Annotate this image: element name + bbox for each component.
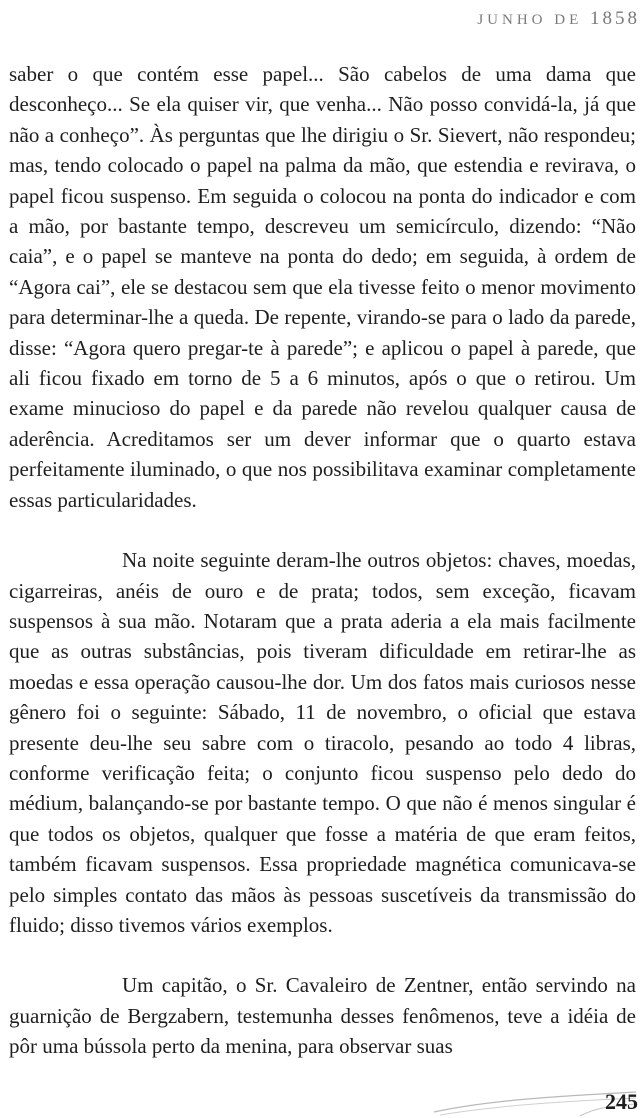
running-head (477, 8, 640, 30)
paragraph-2: Na noite seguinte deram-lhe outros objetos: chaves, moedas, cigarreiras, anéis de ouro e de prata; todos, sem exceção, ficavam suspensos à sua mão. Notaram que a prata aderia a ela mais facilmente que as outras substâncias, pois tiveram dificuldade em retirar-lhe as moedas e essa operação causou-lhe dor. Um dos fatos mais curiosos nesse gênero foi o seguinte: Sábado, 11 de novembro, o oficial que estava presente deu-lhe seu sabre com o tiracolo, pesando ao todo 4 libras, conforme verificação feita; o conjunto ficou suspenso pelo dedo do médium, balançando-se por bastante tempo. O que não é menos singular é que todos os objetos, qualquer que fosse a matéria de que eram feitos, também ficavam suspensos. Essa propriedade magnética comunicava-se pelo simples contato das mãos às pessoas suscetíveis da transmissão do fluido; disso tivemos vários exemplos. (9, 548, 636, 937)
paragraph-gap (9, 515, 636, 545)
running-head-year: 1858 (590, 8, 640, 29)
running-head-month: JUNHO DE (477, 12, 583, 28)
paragraph-1: saber o que contém esse papel... São cabelos de uma dama que desconheço... Se ela quiser vir, que venha... Não posso convidá-la, já que não a conheço”. Às perguntas que lhe dirigiu o Sr. Sievert, não respondeu; mas, tendo colocado o papel na palma da mão, que estendia e revirava, o papel ficou suspenso. Em seguida o colocou na ponta do indicador e com a mão, por bastante tempo, descreveu um semicírculo, dizendo: “Não caia”, e o papel se manteve na ponta do dedo; em seguida, à ordem de “Agora cai”, ele se destacou sem que ela tivesse feito o menor movimento para determinar-lhe a queda. De repente, virando-se para o lado da parede, disse: “Agora quero pregar-te à parede”; e aplicou o papel à parede, que ali ficou fixado em torno de 5 a 6 minutos, após o que o retirou. Um exame minucioso do papel e da parede não revelou qualquer causa de aderência. Acreditamos ser um dever informar que o quarto estava perfeitamente iluminado, o que nos possibilitava examinar completamente essas particularidades. (9, 62, 636, 512)
body-text (9, 59, 636, 1062)
page-number: 245 (605, 1089, 638, 1114)
paragraph-gap (9, 940, 636, 970)
paragraph-3: Um capitão, o Sr. Cavaleiro de Zentner, então servindo na guarnição de Bergzabern, testemunha desses fenômenos, teve a idéia de pôr uma bússola perto da menina, para observar suas (9, 973, 636, 1059)
